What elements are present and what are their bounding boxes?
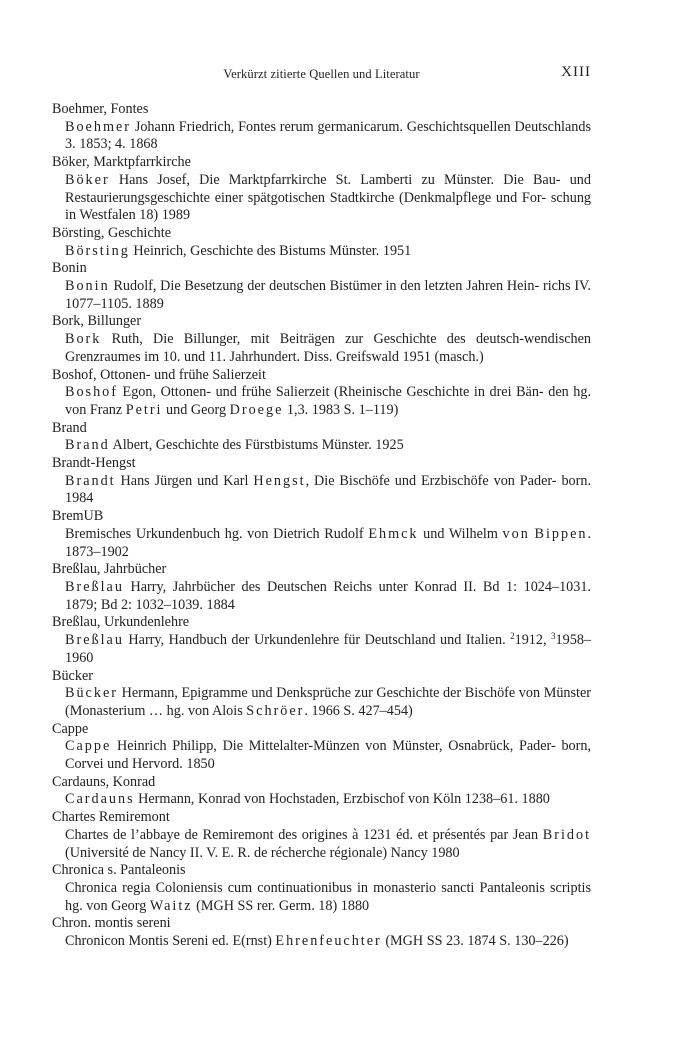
- citation-text: , Die Bischöfe und Erzbischöfe von Pader-: [305, 472, 557, 489]
- entry-citation: [52, 738, 591, 773]
- entry-short-title: Böker, Marktpfarrkirche: [52, 154, 191, 171]
- bibliography-entry: [52, 154, 591, 225]
- entry-short-title: Chartes Remiremont: [52, 809, 170, 826]
- citation-text: Münster (Monasterium … hg. von Alois: [65, 685, 591, 719]
- entry-short-title: Bork, Billunger: [52, 313, 142, 330]
- bibliography-entry: [52, 668, 591, 721]
- edition-superscript: 3: [551, 631, 556, 642]
- author-name: Breßlau: [65, 632, 124, 649]
- entry-short-title: Cappe: [52, 720, 89, 737]
- entry-citation: [52, 791, 591, 809]
- author-name: Bücker: [65, 685, 118, 702]
- bibliography-entry: [52, 313, 591, 366]
- author-name: Ehrenfeuchter: [275, 933, 382, 950]
- citation-text: born, Corvei und Hervord. 1850: [65, 738, 591, 773]
- entry-citation: [52, 579, 591, 614]
- citation-text: Hermann, Epigramme und Denksprüche zur Geschichte der Bischöfe von: [117, 685, 541, 702]
- entry-short-title: Chron. montis sereni: [52, 915, 171, 932]
- author-name: Ehmck: [368, 525, 419, 542]
- entry-short-title: Cardauns, Konrad: [52, 773, 156, 790]
- citation-text: 1,3. 1983 S. 1–119): [283, 401, 399, 418]
- entry-citation: [52, 278, 591, 313]
- citation-text: schung in Westfalen 18) 1989: [65, 189, 592, 224]
- bibliography-entry: [52, 809, 591, 862]
- bibliography-entry: [52, 774, 591, 809]
- entry-short-title: Boshof, Ottonen- und frühe Salierzeit: [52, 366, 266, 383]
- author-name: Waitz: [149, 897, 193, 914]
- citation-text: . 1966 S. 427–454): [304, 702, 413, 719]
- author-name: Brandt: [65, 472, 116, 489]
- citation-text: Ruth, Die Billunger, mit Beiträgen zur Geschichte des deutsch-wendischen: [101, 331, 591, 348]
- entry-citation: [52, 827, 591, 862]
- citation-text: Heinrich Philipp, Die Mittelalter-Münzen von Münster, Osnabrück, Pader-: [111, 738, 556, 755]
- author-name: Bonin: [65, 278, 110, 295]
- entry-citation: [52, 526, 591, 561]
- entry-short-title: Breßlau, Jahrbücher: [52, 561, 167, 578]
- author-name: Cappe: [65, 738, 112, 755]
- citation-text: . 1873–1902: [65, 525, 592, 560]
- edition-superscript: 2: [510, 631, 515, 642]
- author-name: Börsting: [65, 242, 130, 259]
- author-name: Bridot: [542, 826, 592, 843]
- citation-text: (MGH SS rer. Germ. 18) 1880: [192, 897, 370, 914]
- author-name: Bork: [65, 331, 102, 348]
- bibliography-entry: [52, 915, 591, 950]
- entry-short-title: BremUB: [52, 508, 104, 525]
- citation-text: (Université de Nancy II. V. E. R. de récherche régionale) Nancy 1980: [65, 844, 460, 861]
- author-name: Hengst: [253, 472, 306, 489]
- citation-text: Rudolf, Die Besetzung der deutschen Bistümer in den letzten Jahren Hein-: [109, 278, 540, 295]
- bibliography-entry: [52, 561, 591, 614]
- citation-text: Harry, Handbuch der Urkundenlehre für Deutschland und Italien.: [123, 632, 511, 649]
- bibliography-entry: [52, 420, 591, 455]
- bibliography-entry: [52, 614, 591, 667]
- author-name: Boehmer: [65, 118, 132, 135]
- entry-citation: [52, 632, 591, 667]
- running-title: Verkürzt zitierte Quellen und Literatur: [223, 67, 420, 81]
- author-name: Boshof: [65, 384, 118, 401]
- author-name: Breßlau: [65, 578, 124, 595]
- author-name: Cardauns: [65, 791, 135, 808]
- bibliography-list: [52, 101, 591, 951]
- citation-text: Hans Jürgen und Karl: [115, 472, 254, 489]
- citation-text: Restaurierungsgeschichte einer spätgotischen Stadtkirche (Denkmalpflege und For-: [65, 189, 547, 206]
- bibliography-entry: [52, 455, 591, 508]
- entry-citation: [52, 172, 591, 225]
- citation-text: Deutschlands 3. 1853; 4. 1868: [65, 118, 591, 153]
- author-name: Schröer: [246, 702, 305, 719]
- citation-text: Grenzraumes im 10. und 11. Jahrhundert. Diss. Greifswald 1951 (masch.): [65, 348, 484, 365]
- entry-citation: [52, 685, 591, 720]
- entry-short-title: Bücker: [52, 667, 93, 684]
- citation-text: 1912,: [514, 632, 547, 649]
- entry-short-title: Bonin: [52, 260, 87, 277]
- bibliography-entry: [52, 367, 591, 420]
- citation-text: Harry, Jahrbücher des Deutschen Reichs unter Konrad II. Bd 1:: [123, 578, 518, 595]
- entry-short-title: Börsting, Geschichte: [52, 224, 171, 241]
- entry-citation: [52, 243, 591, 261]
- citation-text: den hg. von Franz: [65, 384, 591, 418]
- entry-citation: [52, 331, 591, 366]
- author-name: Petri: [125, 401, 163, 418]
- author-name: Brand: [65, 437, 110, 454]
- citation-text: Hans Josef, Die Marktpfarrkirche St. Lamberti zu Münster. Die Bau- und: [109, 171, 591, 188]
- author-name: von: [502, 525, 530, 542]
- author-name: Böker: [65, 171, 110, 188]
- citation-text: 1024–1031. 1879; Bd 2: 1032–1039. 1884: [65, 578, 591, 613]
- citation-text: Hermann, Konrad von Hochstaden, Erzbischof von Köln 1238–61. 1880: [134, 791, 550, 808]
- citation-text: und Georg: [162, 401, 230, 418]
- citation-text: richs IV. 1077–1105. 1889: [65, 278, 592, 312]
- entry-short-title: Chronica s. Pantaleonis: [52, 862, 186, 879]
- author-name: Droege: [229, 401, 284, 418]
- citation-text: born. 1984: [65, 472, 591, 507]
- entry-short-title: Breßlau, Urkundenlehre: [52, 614, 190, 631]
- running-header: [52, 64, 591, 84]
- citation-text: S. 130–226): [499, 933, 569, 950]
- citation-text: Albert, Geschichte des Fürstbistums Münster. 1925: [109, 437, 404, 454]
- bibliography-entry: [52, 862, 591, 915]
- entry-citation: [52, 933, 591, 951]
- bibliography-entry: [52, 721, 591, 774]
- bibliography-entry: [52, 508, 591, 561]
- entry-citation: [52, 437, 591, 455]
- entry-citation: [52, 119, 591, 154]
- entry-citation: [52, 880, 591, 915]
- entry-short-title: Boehmer, Fontes: [52, 101, 149, 117]
- citation-text: Egon, Ottonen- und frühe Salierzeit (Rheinische Geschichte in drei Bän-: [118, 384, 544, 401]
- citation-text: Chartes de l’abbaye de Remiremont des origines à 1231 éd. et présentés par Jean: [65, 826, 539, 843]
- bibliography-entry: [52, 101, 591, 154]
- citation-text: Johann Friedrich, Fontes rerum germanicarum. Geschichtsquellen: [131, 118, 511, 135]
- citation-text: scriptis hg. von Georg: [65, 879, 591, 914]
- entry-citation: [52, 473, 591, 508]
- citation-text: Chronica regia Coloniensis cum continuationibus in monasterio sancti Pantaleonis: [65, 879, 545, 896]
- citation-text: und Wilhelm: [418, 525, 503, 542]
- citation-text: Chronicon Montis Sereni ed. E(rnst): [65, 933, 276, 950]
- citation-text: 1958–1960: [65, 632, 591, 666]
- author-name: Bippen: [534, 525, 588, 542]
- citation-text: Heinrich, Geschichte des Bistums Münster. 1951: [129, 242, 412, 259]
- entry-citation: [52, 384, 591, 419]
- bibliography-entry: [52, 260, 591, 313]
- citation-text: (MGH SS 23. 1874: [381, 933, 496, 950]
- entry-short-title: Brandt-Hengst: [52, 455, 136, 472]
- entry-short-title: Brand: [52, 419, 87, 436]
- citation-text: Bremisches Urkundenbuch hg. von Dietrich Rudolf: [65, 525, 369, 542]
- page-number: XIII: [561, 64, 591, 80]
- bibliography-entry: [52, 225, 591, 260]
